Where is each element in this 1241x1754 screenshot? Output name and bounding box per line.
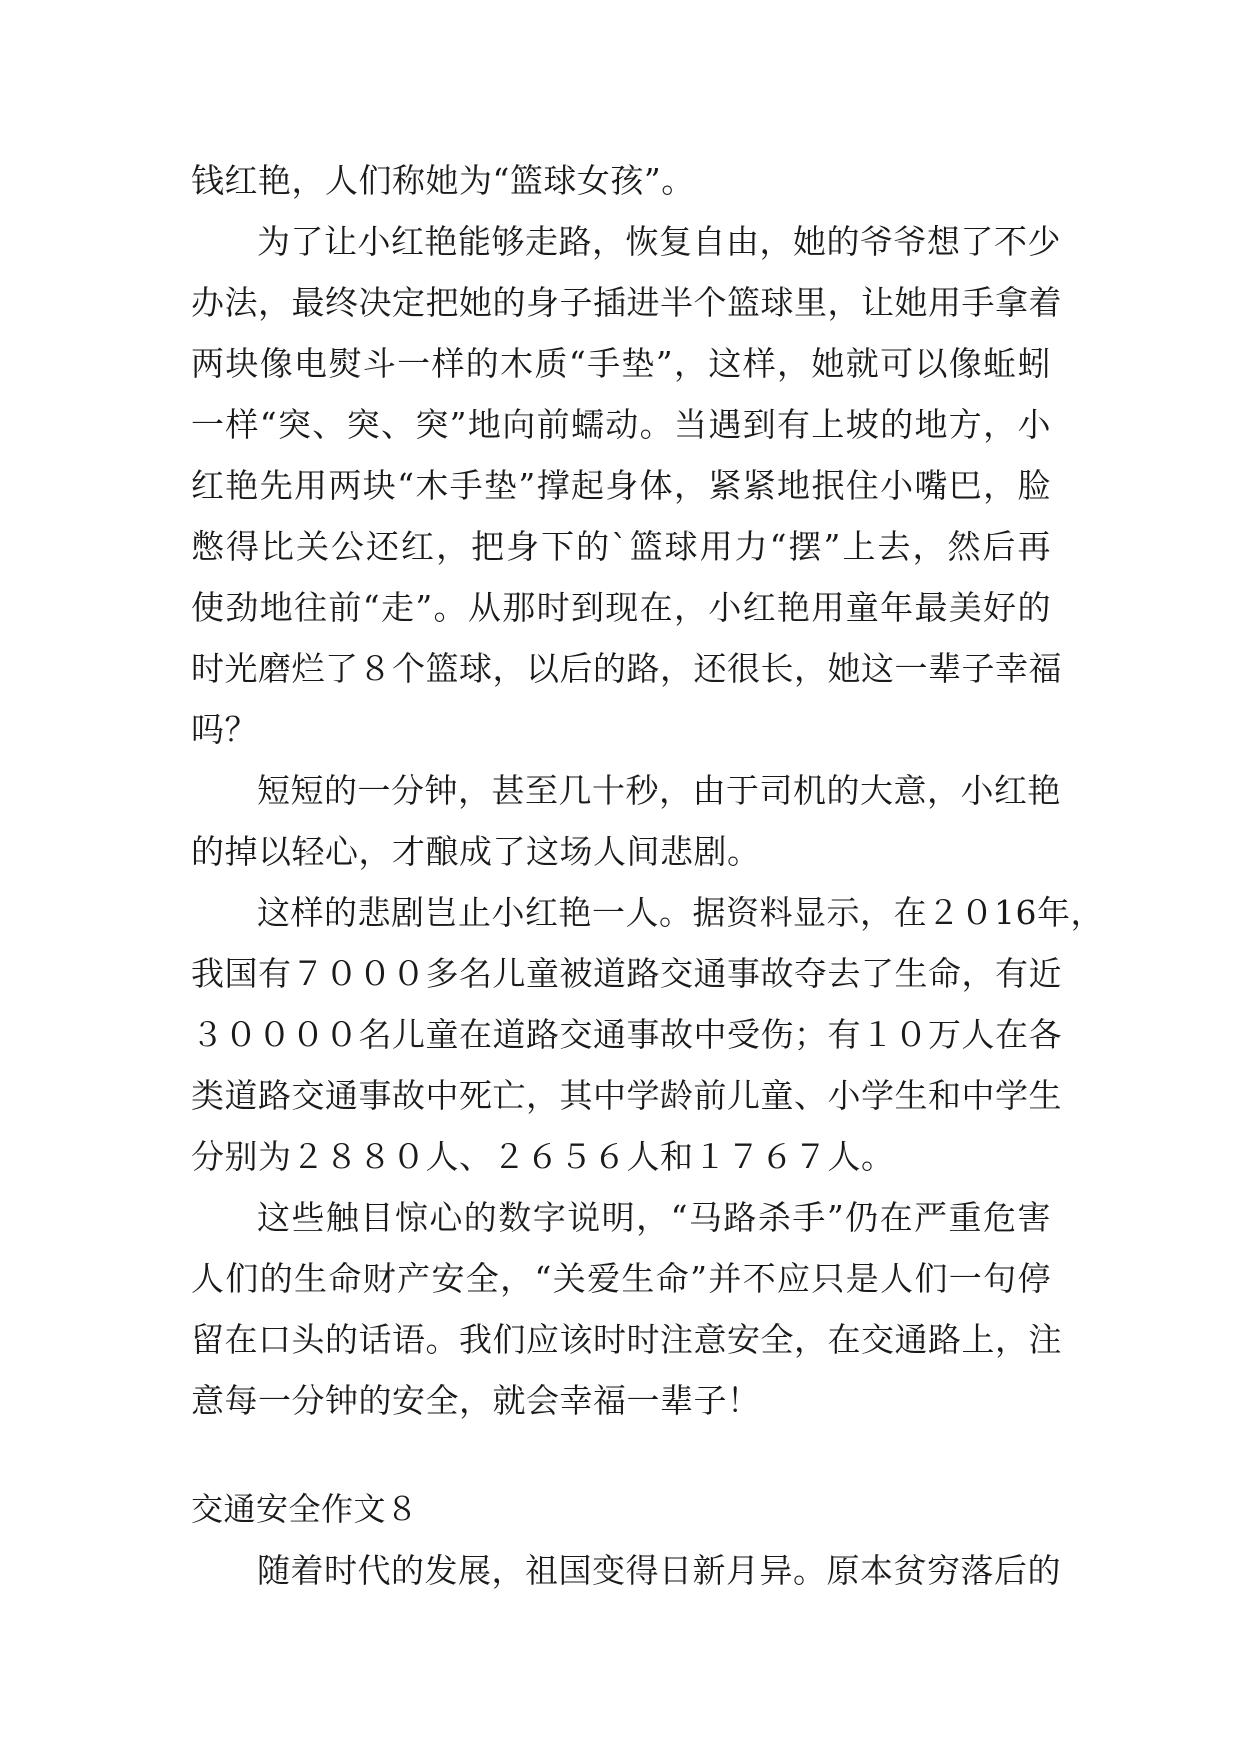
section-spacer (191, 1431, 1051, 1479)
text-line: 随着时代的发展，祖国变得日新月异。原本贫穷落后的 (257, 1551, 1061, 1590)
text-line: 使劲地往前“走”。从那时到现在，小红艳用童年最美好的 (191, 588, 1051, 627)
text-line: 类道路交通事故中死亡，其中学龄前儿童、小学生和中学生 (191, 1076, 1062, 1115)
paragraph-3 (191, 760, 1061, 882)
text-line: 意每一分钟的安全，就会幸福一辈子！ (191, 1381, 761, 1420)
text-line: 我国有７０００多名儿童被道路交通事故夺去了生命，有近 (191, 954, 1062, 993)
text-line: 的掉以轻心，才酿成了这场人间悲剧。 (191, 832, 761, 871)
text-line: 时光磨烂了８个篮球，以后的路，还很长，她这一辈子幸福 (191, 649, 1062, 688)
paragraph-2 (191, 211, 1062, 760)
text-line: 两块像电熨斗一样的木质“手垫”，这样，她就可以像蚯蚓 (191, 344, 1051, 383)
essay-section (191, 1479, 1061, 1601)
text-line: 分别为２８８０人、２６５６人和１７６７人。 (191, 1137, 895, 1176)
document-page (191, 150, 1104, 1601)
text-line: 短短的一分钟，甚至几十秒，由于司机的大意，小红艳 (257, 771, 1061, 810)
paragraph-4 (191, 882, 1104, 1187)
text-line: 人们的生命财产安全，“关爱生命”并不应只是人们一句停 (191, 1259, 1051, 1298)
text-line: 红艳先用两块“木手垫”撑起身体，紧紧地抿住小嘴巴，脸 (191, 466, 1051, 505)
paragraph-5 (191, 1187, 1062, 1431)
text-line: 这样的悲剧岂止小红艳一人。据资料显示，在２０16年， (257, 893, 1104, 932)
text-line: 憋得比关公还红，把身下的`篮球用力“摆”上去，然后再 (191, 527, 1051, 566)
text-line: 留在口头的话语。我们应该时时注意安全，在交通路上，注 (191, 1320, 1062, 1359)
paragraph-1 (191, 150, 1051, 211)
section-heading: 交通安全作文８ (191, 1490, 419, 1528)
text-line: 钱红艳，人们称她为“篮球女孩”。 (191, 161, 695, 200)
text-line: 为了让小红艳能够走路，恢复自由，她的爷爷想了不少 (257, 222, 1061, 261)
text-line: ３００００名儿童在道路交通事故中受伤；有１０万人在各 (191, 1015, 1062, 1054)
text-line: 一样“突、突、突”地向前蠕动。当遇到有上坡的地方，小 (191, 405, 1051, 444)
text-line: 吗？ (191, 710, 258, 749)
text-line: 这些触目惊心的数字说明，“马路杀手”仍在严重危害 (257, 1198, 1051, 1237)
text-line: 办法，最终决定把她的身子插进半个篮球里，让她用手拿着 (191, 283, 1062, 322)
